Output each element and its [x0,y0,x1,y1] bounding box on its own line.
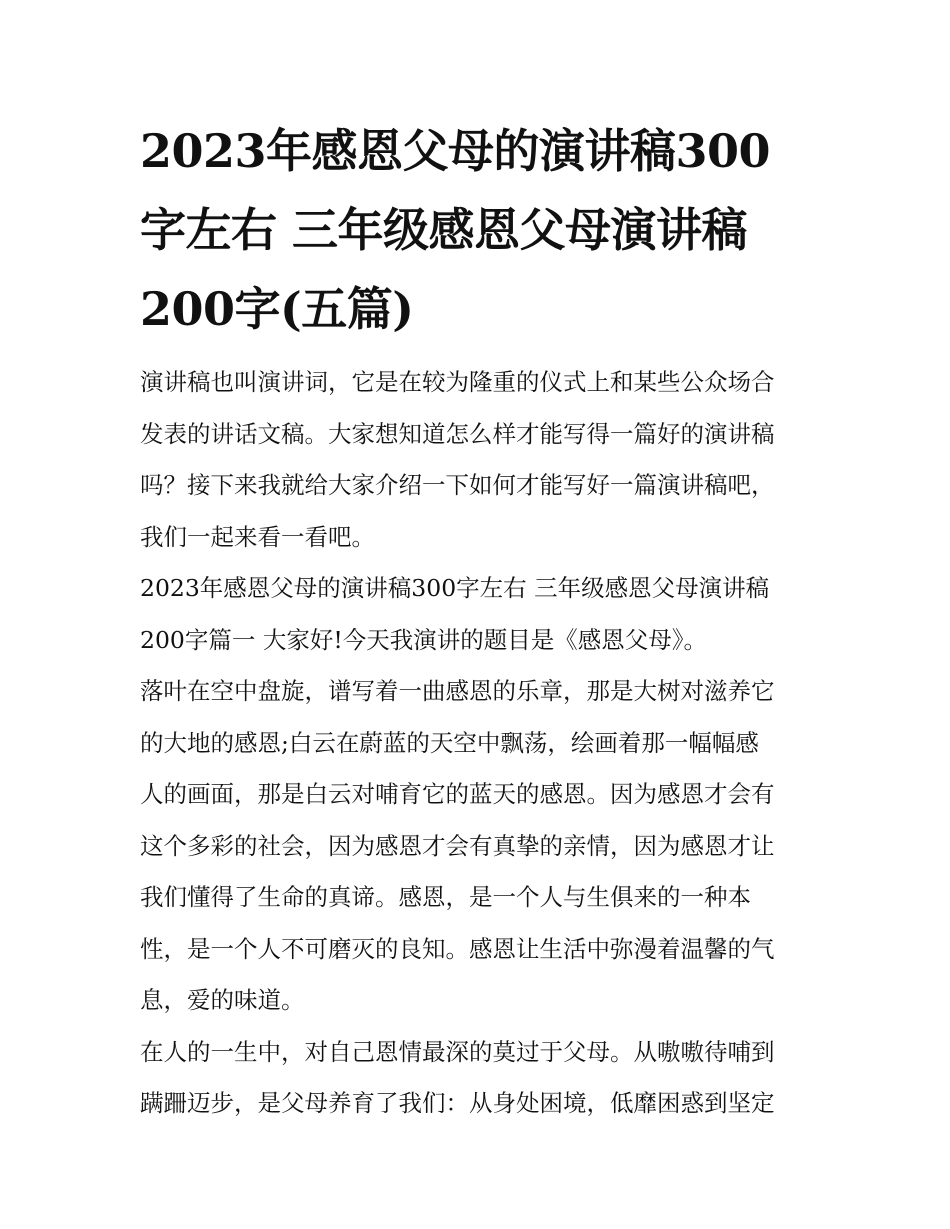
text-line: 演讲稿也叫演讲词，它是在较为隆重的仪式上和某些公众场合 [140,368,775,396]
text-line: 我们一起来看一看吧。 [140,522,375,551]
text-line: 的大地的感恩;白云在蔚蓝的天空中飘荡，绘画着那一幅幅感 [140,728,759,757]
title-line: 字左右 三年级感恩父母演讲稿 [140,203,748,257]
body-paragraph [140,666,812,1027]
document-title [140,112,812,349]
text-line: 落叶在空中盘旋，谱写着一曲感恩的乐章，那是大树对滋养它 [140,677,775,705]
text-line: 200字篇一 大家好!今天我演讲的题目是《感恩父母》。 [140,625,708,654]
text-line: 这个多彩的社会，因为感恩才会有真挚的亲情，因为感恩才让 [140,831,775,860]
section-heading-paragraph [140,563,812,666]
body-paragraph [140,1027,812,1130]
text-line: 蹒跚迈步，是父母养育了我们：从身处困境，低靡困惑到坚定 [140,1089,775,1117]
document-page [140,112,812,1130]
title-line: 2023年感恩父母的演讲稿300 [140,124,771,178]
text-line: 2023年感恩父母的演讲稿300字左右 三年级感恩父母演讲稿 [140,574,770,602]
text-line: 吗？接下来我就给大家介绍一下如何才能写好一篇演讲稿吧， [140,471,775,499]
text-line: 人的画面，那是白云对哺育它的蓝天的感恩。因为感恩才会有 [140,780,775,808]
text-line: 我们懂得了生命的真谛。感恩，是一个人与生俱来的一种本 [140,883,751,911]
text-line: 性，是一个人不可磨灭的良知。感恩让生活中弥漫着温馨的气 [140,934,775,963]
intro-paragraph [140,357,812,563]
text-line: 息，爱的味道。 [140,986,305,1014]
text-line: 在人的一生中，对自己恩情最深的莫过于父母。从嗷嗷待哺到 [140,1037,775,1066]
text-line: 发表的讲话文稿。大家想知道怎么样才能写得一篇好的演讲稿 [140,419,775,448]
title-line: 200字(五篇) [140,282,414,336]
